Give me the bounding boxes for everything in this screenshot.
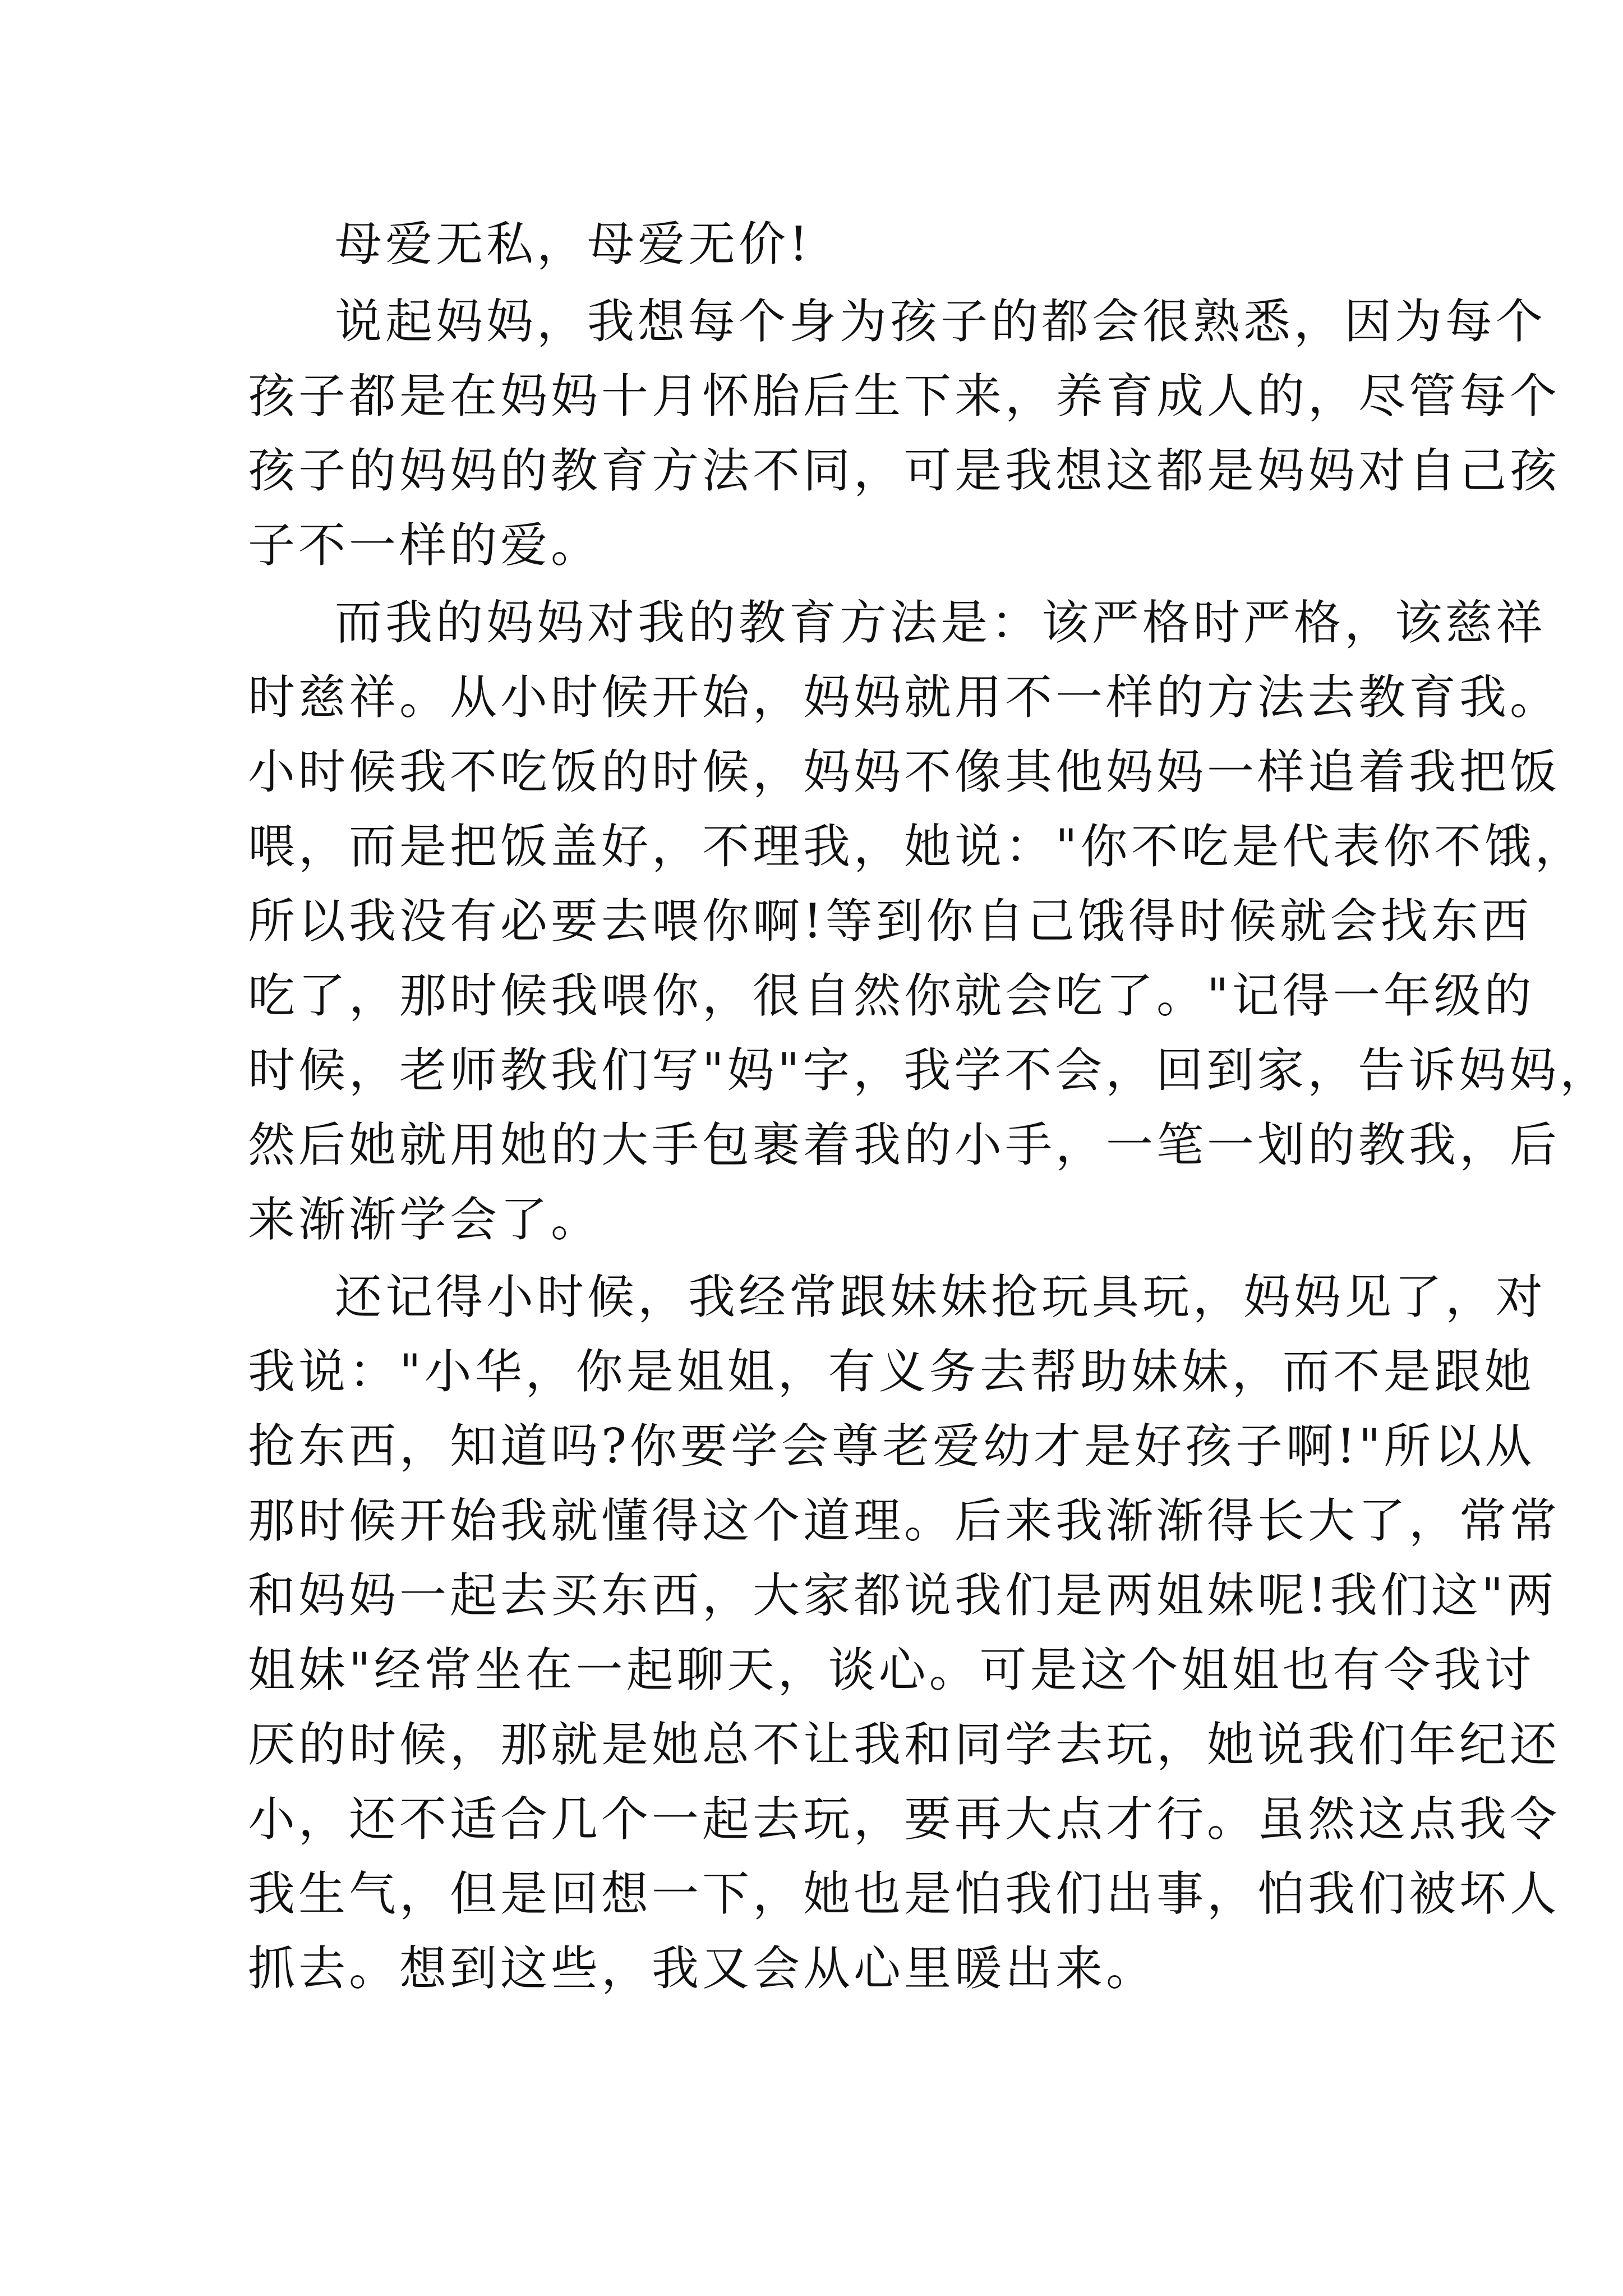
text-line: 而我的妈妈对我的教育方法是：该严格时严格，该慈祥: [335, 595, 1547, 650]
text-line: 说起妈妈，我想每个身为孩子的都会很熟悉，因为每个: [335, 294, 1547, 349]
text-line: 所以我没有必要去喂你啊!等到你自己饿得时候就会找东西: [248, 894, 1532, 949]
text-line: 然后她就用她的大手包裹着我的小手，一笔一划的教我，后: [248, 1117, 1561, 1172]
text-line: 母爱无私，母爱无价!: [335, 217, 811, 272]
text-line: 喂，而是把饭盖好，不理我，她说："你不吃是代表你不饿，: [248, 819, 1585, 874]
text-line: 和妈妈一起去买东西，大家都说我们是两姐妹呢!我们这"两: [248, 1568, 1557, 1623]
text-line: 时候，老师教我们写"妈"字，我学不会，回到家，告诉妈妈，: [248, 1043, 1611, 1098]
text-line: 我生气，但是回想一下，她也是怕我们出事，怕我们被坏人: [248, 1866, 1561, 1921]
text-line: 姐妹"经常坐在一起聊天，谈心。可是这个姐姐也有令我讨: [248, 1642, 1535, 1697]
text-line: 时慈祥。从小时候开始，妈妈就用不一样的方法去教育我。: [248, 670, 1561, 725]
text-line: 那时候开始我就懂得这个道理。后来我渐渐得长大了，常常: [248, 1493, 1561, 1548]
text-line: 孩子都是在妈妈十月怀胎后生下来，养育成人的，尽管每个: [248, 369, 1561, 424]
text-line: 小，还不适合几个一起去玩，要再大点才行。虽然这点我令: [248, 1792, 1561, 1847]
text-line: 孩子的妈妈的教育方法不同，可是我想这都是妈妈对自己孩: [248, 443, 1561, 498]
text-line: 小时候我不吃饭的时候，妈妈不像其他妈妈一样追着我把饭: [248, 744, 1561, 799]
text-line: 厌的时候，那就是她总不让我和同学去玩，她说我们年纪还: [248, 1717, 1561, 1772]
text-line: 子不一样的爱。: [248, 518, 602, 573]
text-line: 我说："小华，你是姐姐，有义务去帮助妹妹，而不是跟她: [248, 1344, 1535, 1399]
text-line: 抓去。想到这些，我又会从心里暖出来。: [248, 1941, 1157, 1996]
text-line: 来渐渐学会了。: [248, 1192, 602, 1247]
text-line: 抢东西，知道吗?你要学会尊老爱幼才是好孩子啊!"所以从: [248, 1419, 1536, 1474]
text-line: 还记得小时候，我经常跟妹妹抢玩具玩，妈妈见了，对: [335, 1269, 1547, 1324]
text-line: 吃了，那时候我喂你，很自然你就会吃了。"记得一年级的: [248, 968, 1535, 1023]
